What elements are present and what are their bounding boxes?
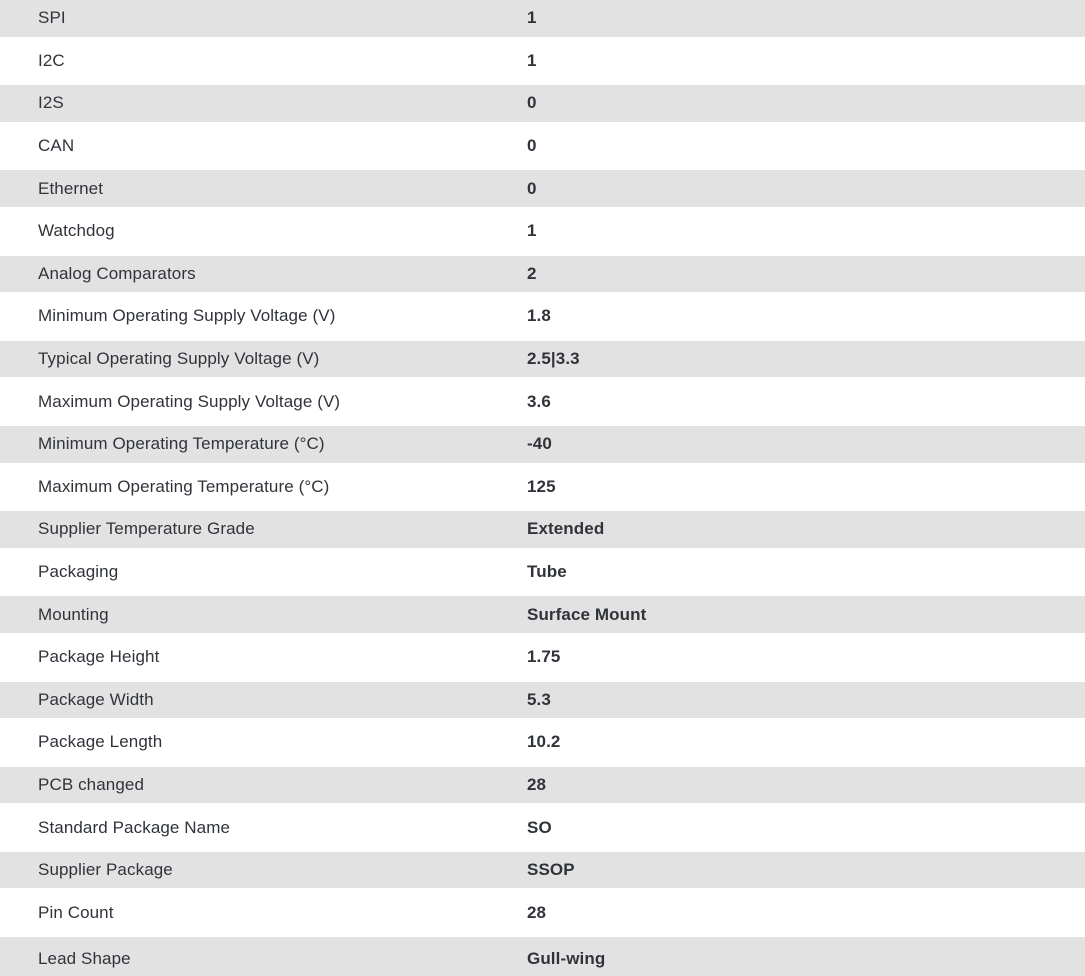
spec-label: I2C — [38, 50, 65, 70]
spec-value: SO — [527, 817, 552, 837]
spec-label: Package Height — [38, 647, 160, 667]
table-row — [0, 809, 1085, 852]
table-row — [0, 852, 1085, 895]
spec-label: Standard Package Name — [38, 817, 231, 837]
spec-label: Mounting — [38, 604, 109, 624]
spec-value: 5.3 — [527, 689, 551, 709]
spec-value: SSOP — [527, 860, 575, 880]
spec-label: CAN — [38, 136, 75, 156]
spec-value: 28 — [527, 774, 547, 794]
table-row — [0, 554, 1085, 597]
table-row — [0, 767, 1085, 810]
table-row — [0, 937, 1085, 976]
spec-value: Tube — [527, 562, 567, 582]
spec-label: Maximum Operating Supply Voltage (V) — [38, 391, 341, 411]
table-row — [0, 383, 1085, 426]
spec-value: 1.8 — [527, 306, 551, 326]
table-row — [0, 128, 1085, 171]
table-row — [0, 341, 1085, 384]
spec-value: 0 — [527, 136, 537, 156]
spec-label: Minimum Operating Temperature (°C) — [38, 434, 325, 454]
spec-value: 125 — [527, 476, 556, 496]
table-row — [0, 256, 1085, 299]
spec-value: 1 — [527, 221, 537, 241]
spec-value: 0 — [527, 178, 537, 198]
spec-value: 1 — [527, 50, 537, 70]
spec-label: Supplier Package — [38, 860, 173, 880]
table-row — [0, 469, 1085, 512]
table-row — [0, 511, 1085, 554]
spec-value: 1.75 — [527, 647, 561, 667]
spec-value: 28 — [527, 902, 547, 922]
spec-label: Ethernet — [38, 178, 104, 198]
spec-value: 3.6 — [527, 391, 551, 411]
table-row — [0, 894, 1085, 937]
spec-value: 2 — [527, 263, 537, 283]
table-row — [0, 426, 1085, 469]
table-row — [0, 682, 1085, 725]
spec-label: Maximum Operating Temperature (°C) — [38, 476, 330, 496]
table-row — [0, 213, 1085, 256]
spec-value: 2.5|3.3 — [527, 349, 580, 369]
spec-label: Watchdog — [38, 221, 115, 241]
table-row — [0, 596, 1085, 639]
spec-label: Analog Comparators — [38, 263, 196, 283]
spec-value: -40 — [527, 434, 552, 454]
spec-value: 0 — [527, 93, 537, 113]
table-row — [0, 0, 1085, 43]
table-row — [0, 724, 1085, 767]
spec-label: Package Length — [38, 732, 163, 752]
spec-value: Surface Mount — [527, 604, 647, 624]
spec-value: Gull-wing — [527, 948, 606, 968]
spec-label: SPI — [38, 8, 66, 28]
spec-value: Extended — [527, 519, 605, 539]
spec-label: I2S — [38, 93, 64, 113]
spec-value: 1 — [527, 8, 537, 28]
spec-label: Lead Shape — [38, 948, 131, 968]
spec-label: Typical Operating Supply Voltage (V) — [38, 349, 320, 369]
table-row — [0, 85, 1085, 128]
spec-label: Package Width — [38, 689, 154, 709]
spec-label: Supplier Temperature Grade — [38, 519, 255, 539]
table-row — [0, 298, 1085, 341]
table-row — [0, 43, 1085, 86]
table-row — [0, 639, 1085, 682]
spec-label: Minimum Operating Supply Voltage (V) — [38, 306, 336, 326]
table-row — [0, 170, 1085, 213]
spec-value: 10.2 — [527, 732, 561, 752]
spec-label: Pin Count — [38, 902, 114, 922]
spec-label: PCB changed — [38, 774, 145, 794]
spec-label: Packaging — [38, 562, 119, 582]
